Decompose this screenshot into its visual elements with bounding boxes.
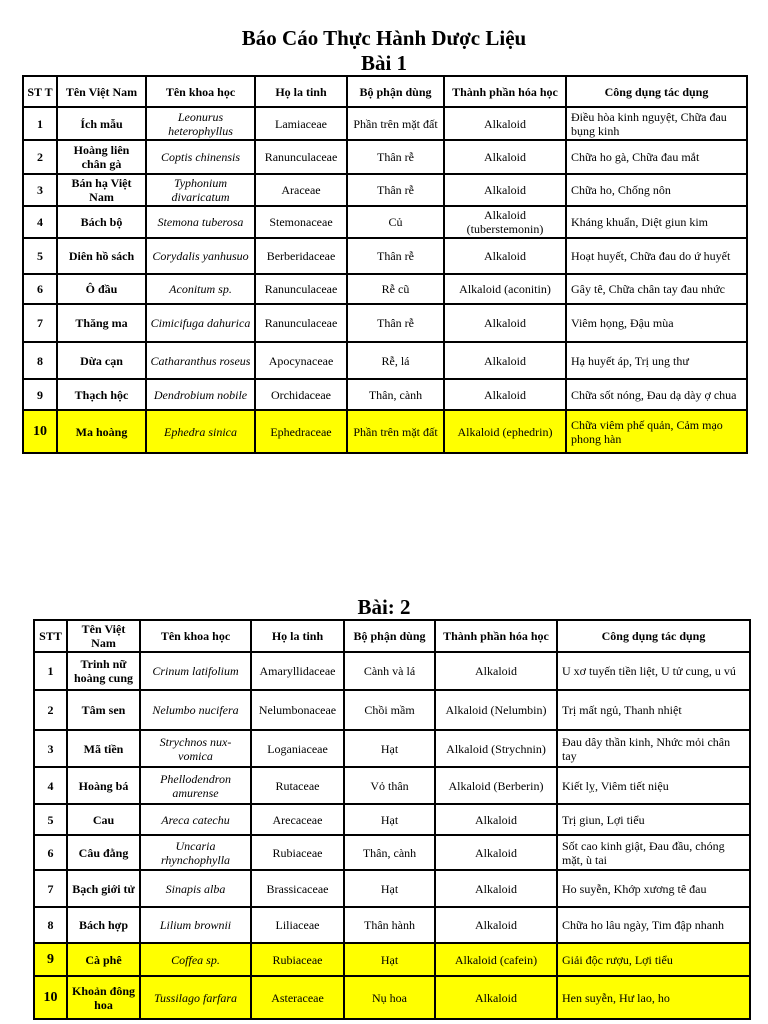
- chemical-cell: Alkaloid: [444, 238, 566, 274]
- family-cell: Amaryllidaceae: [251, 652, 344, 690]
- vietnamese-name-cell: Khoản đông hoa: [67, 976, 140, 1019]
- table-row: [23, 379, 747, 410]
- part-used-cell: Hạt: [344, 943, 435, 976]
- table-row: [23, 304, 747, 342]
- vietnamese-name-cell: Dừa cạn: [57, 342, 146, 379]
- scientific-name-cell: Areca catechu: [140, 804, 251, 835]
- lesson2-header-row: [34, 620, 750, 652]
- scientific-name-cell: Ephedra sinica: [146, 410, 255, 453]
- part-used-cell: Chồi mầm: [344, 690, 435, 730]
- stt-cell: 9: [34, 943, 67, 976]
- column-header: STT: [34, 620, 67, 652]
- use-cell: Chữa ho, Chống nôn: [566, 174, 747, 206]
- stt-cell: 6: [34, 835, 67, 870]
- stt-cell: 8: [34, 907, 67, 943]
- use-cell: Chữa ho lâu ngày, Tim đập nhanh: [557, 907, 750, 943]
- vietnamese-name-cell: Bạch giới tử: [67, 870, 140, 907]
- family-cell: Arecaceae: [251, 804, 344, 835]
- scientific-name-cell: Aconitum sp.: [146, 274, 255, 304]
- part-used-cell: Thân, cành: [344, 835, 435, 870]
- chemical-cell: Alkaloid: [444, 107, 566, 140]
- part-used-cell: Hạt: [344, 870, 435, 907]
- family-cell: Ephedraceae: [255, 410, 347, 453]
- table-row: [23, 206, 747, 238]
- use-cell: Ho suyễn, Khớp xương tê đau: [557, 870, 750, 907]
- table-row: [23, 238, 747, 274]
- use-cell: Kháng khuẩn, Diệt giun kim: [566, 206, 747, 238]
- use-cell: Chữa viêm phế quản, Cảm mạo phong hàn: [566, 410, 747, 453]
- use-cell: Hạ huyết áp, Trị ung thư: [566, 342, 747, 379]
- stt-cell: 4: [23, 206, 57, 238]
- column-header: ST T: [23, 76, 57, 107]
- chemical-cell: Alkaloid (cafein): [435, 943, 557, 976]
- column-header: Bộ phận dùng: [344, 620, 435, 652]
- use-cell: Sốt cao kinh giật, Đau đầu, chóng mặt, ù tai: [557, 835, 750, 870]
- vietnamese-name-cell: Ô đầu: [57, 274, 146, 304]
- scientific-name-cell: Crinum latifolium: [140, 652, 251, 690]
- vietnamese-name-cell: Bán hạ Việt Nam: [57, 174, 146, 206]
- vietnamese-name-cell: Bách hợp: [67, 907, 140, 943]
- lesson1-table: [22, 75, 748, 454]
- vietnamese-name-cell: Cà phê: [67, 943, 140, 976]
- column-header: Công dụng tác dụng: [557, 620, 750, 652]
- table-row: [34, 767, 750, 804]
- table-row: [34, 943, 750, 976]
- family-cell: Ranunculaceae: [255, 304, 347, 342]
- stt-cell: 1: [23, 107, 57, 140]
- table-row: [23, 274, 747, 304]
- chemical-cell: Alkaloid (aconitin): [444, 274, 566, 304]
- use-cell: U xơ tuyến tiền liệt, U tử cung, u vú: [557, 652, 750, 690]
- stt-cell: 10: [34, 976, 67, 1019]
- scientific-name-cell: Leonurus heterophyllus: [146, 107, 255, 140]
- column-header: Công dụng tác dụng: [566, 76, 747, 107]
- chemical-cell: Alkaloid: [435, 870, 557, 907]
- part-used-cell: Cành và lá: [344, 652, 435, 690]
- part-used-cell: Phần trên mặt đất: [347, 107, 444, 140]
- stt-cell: 3: [34, 730, 67, 767]
- vietnamese-name-cell: Mã tiền: [67, 730, 140, 767]
- stt-cell: 6: [23, 274, 57, 304]
- use-cell: Trị mất ngủ, Thanh nhiệt: [557, 690, 750, 730]
- family-cell: Nelumbonaceae: [251, 690, 344, 730]
- stt-cell: 5: [34, 804, 67, 835]
- table-row: [23, 174, 747, 206]
- chemical-cell: Alkaloid: [435, 976, 557, 1019]
- vietnamese-name-cell: Thăng ma: [57, 304, 146, 342]
- family-cell: Berberidaceae: [255, 238, 347, 274]
- part-used-cell: Hạt: [344, 730, 435, 767]
- part-used-cell: Thân rễ: [347, 238, 444, 274]
- table-row: [23, 107, 747, 140]
- column-header: Tên Việt Nam: [67, 620, 140, 652]
- column-header: Họ la tinh: [251, 620, 344, 652]
- use-cell: Chữa ho gà, Chữa đau mắt: [566, 140, 747, 174]
- part-used-cell: Phần trên mặt đất: [347, 410, 444, 453]
- part-used-cell: Củ: [347, 206, 444, 238]
- use-cell: Giải độc rượu, Lợi tiểu: [557, 943, 750, 976]
- scientific-name-cell: Corydalis yanhusuo: [146, 238, 255, 274]
- stt-cell: 2: [34, 690, 67, 730]
- table-row: [34, 690, 750, 730]
- scientific-name-cell: Sinapis alba: [140, 870, 251, 907]
- vietnamese-name-cell: Thạch hộc: [57, 379, 146, 410]
- scientific-name-cell: Nelumbo nucifera: [140, 690, 251, 730]
- part-used-cell: Vỏ thân: [344, 767, 435, 804]
- scientific-name-cell: Dendrobium nobile: [146, 379, 255, 410]
- stt-cell: 7: [23, 304, 57, 342]
- use-cell: Trị giun, Lợi tiểu: [557, 804, 750, 835]
- family-cell: Orchidaceae: [255, 379, 347, 410]
- chemical-cell: Alkaloid (Strychnin): [435, 730, 557, 767]
- table-row: [34, 652, 750, 690]
- chemical-cell: Alkaloid: [444, 379, 566, 410]
- stt-cell: 2: [23, 140, 57, 174]
- use-cell: Gây tê, Chữa chân tay đau nhức: [566, 274, 747, 304]
- part-used-cell: Thân rễ: [347, 140, 444, 174]
- chemical-cell: Alkaloid: [444, 342, 566, 379]
- scientific-name-cell: Tussilago farfara: [140, 976, 251, 1019]
- lesson1-body: [23, 107, 747, 453]
- column-header: Thành phần hóa học: [435, 620, 557, 652]
- use-cell: Điều hòa kinh nguyệt, Chữa đau bụng kinh: [566, 107, 747, 140]
- chemical-cell: Alkaloid (ephedrin): [444, 410, 566, 453]
- chemical-cell: Alkaloid (Berberin): [435, 767, 557, 804]
- scientific-name-cell: Phellodendron amurense: [140, 767, 251, 804]
- lesson1-header-row: [23, 76, 747, 107]
- chemical-cell: Alkaloid: [444, 304, 566, 342]
- scientific-name-cell: Catharanthus roseus: [146, 342, 255, 379]
- lesson1-heading: Bài 1: [360, 51, 408, 75]
- scientific-name-cell: Lilium brownii: [140, 907, 251, 943]
- vietnamese-name-cell: Câu đằng: [67, 835, 140, 870]
- stt-cell: 7: [34, 870, 67, 907]
- use-cell: Chữa sốt nóng, Đau dạ dày ợ chua: [566, 379, 747, 410]
- table-row: [23, 342, 747, 379]
- family-cell: Stemonaceae: [255, 206, 347, 238]
- chemical-cell: Alkaloid: [444, 174, 566, 206]
- family-cell: Rutaceae: [251, 767, 344, 804]
- scientific-name-cell: Coptis chinensis: [146, 140, 255, 174]
- scientific-name-cell: Coffea sp.: [140, 943, 251, 976]
- chemical-cell: Alkaloid: [444, 140, 566, 174]
- family-cell: Asteraceae: [251, 976, 344, 1019]
- use-cell: Viêm họng, Đậu mùa: [566, 304, 747, 342]
- column-header: Tên Việt Nam: [57, 76, 146, 107]
- table-row: [23, 140, 747, 174]
- vietnamese-name-cell: Ích mẫu: [57, 107, 146, 140]
- scientific-name-cell: Stemona tuberosa: [146, 206, 255, 238]
- part-used-cell: Rễ, lá: [347, 342, 444, 379]
- part-used-cell: Nụ hoa: [344, 976, 435, 1019]
- vietnamese-name-cell: Trinh nữ hoàng cung: [67, 652, 140, 690]
- table-row: [34, 870, 750, 907]
- vietnamese-name-cell: Hoàng bá: [67, 767, 140, 804]
- table-row: [23, 410, 747, 453]
- column-header: Tên khoa học: [146, 76, 255, 107]
- vietnamese-name-cell: Tâm sen: [67, 690, 140, 730]
- chemical-cell: Alkaloid (tuberstemonin): [444, 206, 566, 238]
- stt-cell: 10: [23, 410, 57, 453]
- family-cell: Ranunculaceae: [255, 274, 347, 304]
- lesson2-heading: Bài: 2: [357, 595, 411, 619]
- vietnamese-name-cell: Cau: [67, 804, 140, 835]
- table-row: [34, 907, 750, 943]
- vietnamese-name-cell: Diên hồ sách: [57, 238, 146, 274]
- use-cell: Đau dây thần kinh, Nhức mỏi chân tay: [557, 730, 750, 767]
- stt-cell: 3: [23, 174, 57, 206]
- scientific-name-cell: Typhonium divaricatum: [146, 174, 255, 206]
- table-row: [34, 804, 750, 835]
- family-cell: Liliaceae: [251, 907, 344, 943]
- family-cell: Apocynaceae: [255, 342, 347, 379]
- family-cell: Brassicaceae: [251, 870, 344, 907]
- scientific-name-cell: Strychnos nux-vomica: [140, 730, 251, 767]
- column-header: Thành phần hóa học: [444, 76, 566, 107]
- family-cell: Loganiaceae: [251, 730, 344, 767]
- stt-cell: 1: [34, 652, 67, 690]
- stt-cell: 8: [23, 342, 57, 379]
- column-header: Họ la tinh: [255, 76, 347, 107]
- chemical-cell: Alkaloid (Nelumbin): [435, 690, 557, 730]
- table-row: [34, 730, 750, 767]
- lesson2-table: [33, 619, 751, 1020]
- part-used-cell: Thân hành: [344, 907, 435, 943]
- part-used-cell: Thân rễ: [347, 174, 444, 206]
- table-row: [34, 976, 750, 1019]
- chemical-cell: Alkaloid: [435, 804, 557, 835]
- scientific-name-cell: Uncaria rhynchophylla: [140, 835, 251, 870]
- family-cell: Rubiaceae: [251, 943, 344, 976]
- report-title: Báo Cáo Thực Hành Dược Liệu: [241, 26, 527, 50]
- use-cell: Kiết lỵ, Viêm tiết niệu: [557, 767, 750, 804]
- vietnamese-name-cell: Bách bộ: [57, 206, 146, 238]
- family-cell: Rubiaceae: [251, 835, 344, 870]
- family-cell: Ranunculaceae: [255, 140, 347, 174]
- chemical-cell: Alkaloid: [435, 652, 557, 690]
- column-header: Bộ phận dùng: [347, 76, 444, 107]
- part-used-cell: Rễ cũ: [347, 274, 444, 304]
- use-cell: Hoạt huyết, Chữa đau do ứ huyết: [566, 238, 747, 274]
- use-cell: Hen suyễn, Hư lao, ho: [557, 976, 750, 1019]
- part-used-cell: Thân rễ: [347, 304, 444, 342]
- chemical-cell: Alkaloid: [435, 835, 557, 870]
- lesson2-body: [34, 652, 750, 1019]
- stt-cell: 4: [34, 767, 67, 804]
- column-header: Tên khoa học: [140, 620, 251, 652]
- vietnamese-name-cell: Hoàng liên chân gà: [57, 140, 146, 174]
- part-used-cell: Hạt: [344, 804, 435, 835]
- chemical-cell: Alkaloid: [435, 907, 557, 943]
- part-used-cell: Thân, cành: [347, 379, 444, 410]
- table-row: [34, 835, 750, 870]
- family-cell: Lamiaceae: [255, 107, 347, 140]
- vietnamese-name-cell: Ma hoàng: [57, 410, 146, 453]
- family-cell: Araceae: [255, 174, 347, 206]
- stt-cell: 5: [23, 238, 57, 274]
- stt-cell: 9: [23, 379, 57, 410]
- scientific-name-cell: Cimicifuga dahurica: [146, 304, 255, 342]
